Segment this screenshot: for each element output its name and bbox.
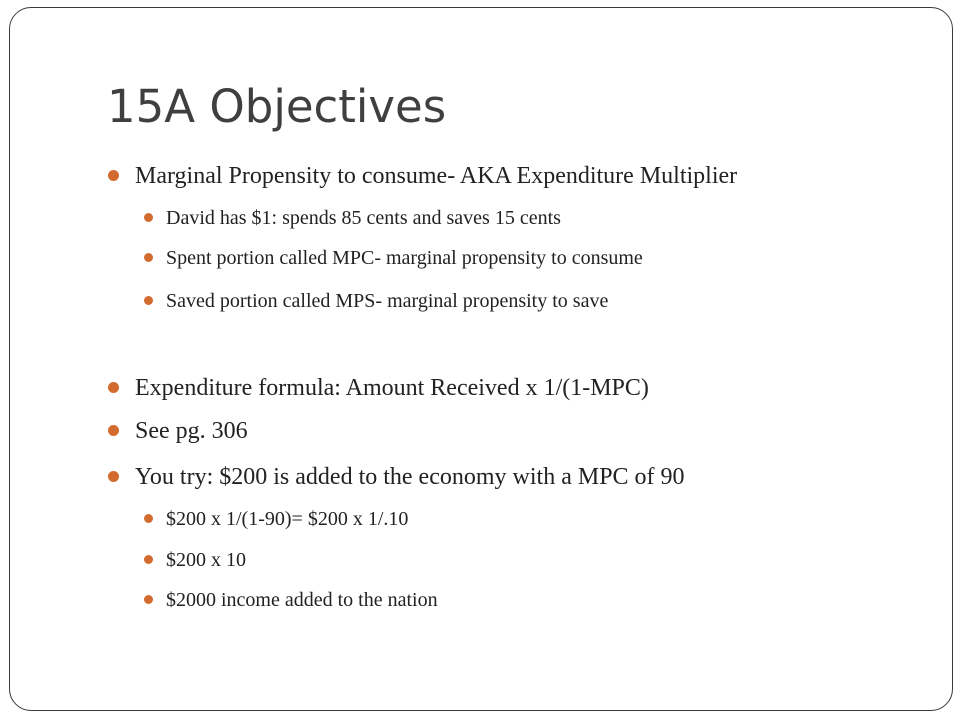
sub-bullet-item: [166, 550, 246, 570]
sub-bullet-item: [166, 291, 608, 311]
bullet-dot-icon: [144, 253, 153, 262]
bullet-text: $2000 income added to the nation: [166, 589, 438, 611]
bullet-dot-icon: [144, 595, 153, 604]
sub-bullet-item: [166, 208, 561, 228]
bullet-dot-icon: [144, 213, 153, 222]
sub-bullet-item: [166, 509, 408, 529]
bullet-text: Spent portion called MPC- marginal propensity to consume: [166, 247, 643, 269]
bullet-dot-icon: [108, 425, 119, 436]
bullet-dot-icon: [144, 296, 153, 305]
bullet-dot-icon: [108, 382, 119, 393]
bullet-text: $200 x 1/(1-90)= $200 x 1/.10: [166, 508, 409, 530]
bullet-dot-icon: [144, 555, 153, 564]
bullet-text: $200 x 10: [166, 549, 246, 571]
bullet-item: [135, 376, 649, 400]
bullet-dot-icon: [144, 514, 153, 523]
sub-bullet-item: [166, 590, 438, 610]
bullet-item: [135, 164, 737, 188]
bullet-text: Marginal Propensity to consume- AKA Expenditure Multiplier: [135, 163, 738, 189]
bullet-text: David has $1: spends 85 cents and saves 15 cents: [166, 207, 561, 229]
bullet-dot-icon: [108, 471, 119, 482]
bullet-text: You try: $200 is added to the economy with a MPC of 90: [135, 464, 685, 490]
sub-bullet-item: [166, 248, 643, 268]
bullet-dot-icon: [108, 170, 119, 181]
bullet-text: Expenditure formula: Amount Received x 1/(1-MPC): [135, 375, 649, 401]
bullet-text: Saved portion called MPS- marginal propensity to save: [166, 290, 609, 312]
bullet-item: [135, 419, 248, 443]
slide-title: 15A Objectives: [107, 80, 447, 133]
bullet-item: [135, 465, 685, 489]
bullet-text: See pg. 306: [135, 418, 248, 444]
